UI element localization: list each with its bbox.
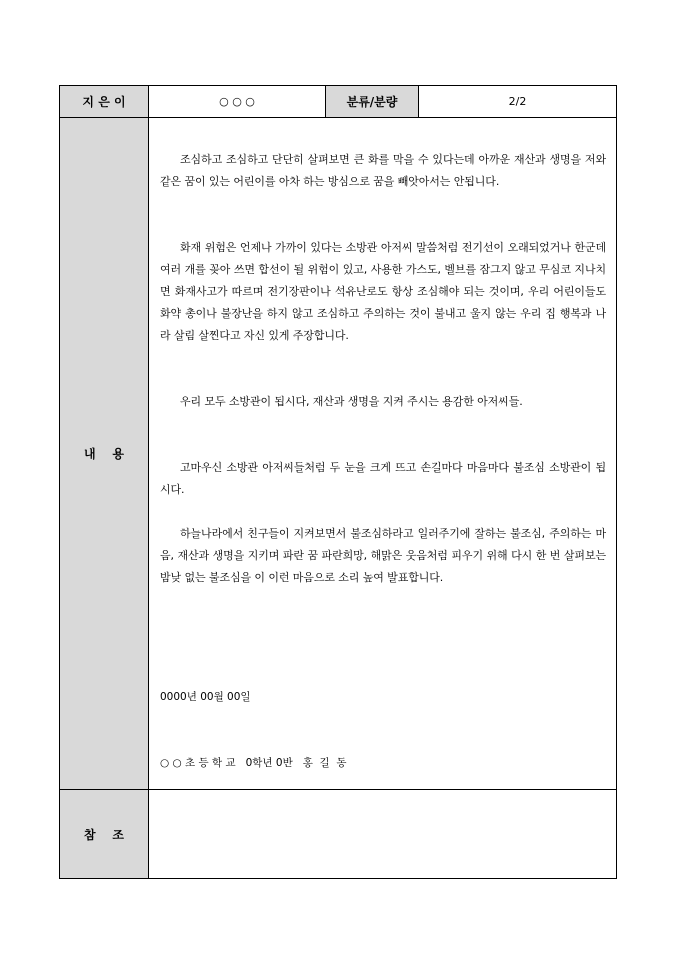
reference-value-cell [149,790,616,878]
category-value: 2/2 [508,95,527,108]
divider-author-value [325,86,326,117]
author-value: ○ ○ ○ [219,95,255,108]
content-label-cell [60,118,148,789]
signature-text: ○ ○ 초 등 학 교 0학년 0반 홍 길 동 [160,757,347,769]
category-label-cell [326,86,418,117]
divider-header [60,117,616,118]
paragraph-4: 고마우신 소방관 아저씨들처럼 두 눈을 크게 뜨고 손길마다 마음마다 불조심 소방관이 됩시다. [160,461,606,496]
content-label: 내 용 [84,447,124,461]
paragraph-2: 화재 위험은 언제나 가까이 있다는 소방관 아저씨 말씀처럼 전기선이 오래되었거나 한군데 여러 개를 꽂아 쓰면 합선이 될 위험이 있고, 사용한 가스도, 벨브를 잠그지 않고 무심코 지나치면 화재사고가 따르며 전기장판이나 석유난로도 항상 조심해야 되는 것이며, 우리 어린이들도 화약 총이나 불장난을 하지 않고 조심하고 주의하는 것이 불내고 울지 않는 우리 집 행복과 나라 살림 살찐다고 자신 있게 주장합니다. [160,241,606,342]
author-label: 지 은 이 [82,95,126,109]
date-text: 0000년 00월 00일 [160,691,251,703]
paragraph-1: 조심하고 조심하고 단단히 살펴보면 큰 화를 막을 수 있다는데 아까운 재산과 생명을 저와 같은 꿈이 있는 어린이를 아차 하는 방심으로 꿈을 빼앗아서는 안됩니다. [160,153,606,188]
category-value-cell [419,86,616,117]
divider-label-column [148,86,149,878]
reference-label: 참 조 [84,827,124,842]
author-label-cell [60,86,148,117]
author-value-cell [149,86,325,117]
essay-form [59,85,617,879]
paragraph-5: 하늘나라에서 친구들이 지켜보면서 불조심하라고 일러주기에 잘하는 불조심, 주의하는 마음, 재산과 생명을 지키며 파란 꿈 파란희망, 해맑은 웃음처럼 피우기 위해 다시 한 번 살펴보는 밤낮 없는 불조심을 이 이런 마음으로 소리 높여 발표합니다. [160,527,606,584]
category-label: 분류/분량 [346,95,398,109]
reference-label-cell [60,790,148,878]
paragraph-3: 우리 모두 소방관이 됩시다, 재산과 생명을 지켜 주시는 용감한 아저씨들. [180,395,523,408]
divider-category-label [418,86,419,117]
content-body [148,117,618,788]
divider-reference [60,789,616,790]
